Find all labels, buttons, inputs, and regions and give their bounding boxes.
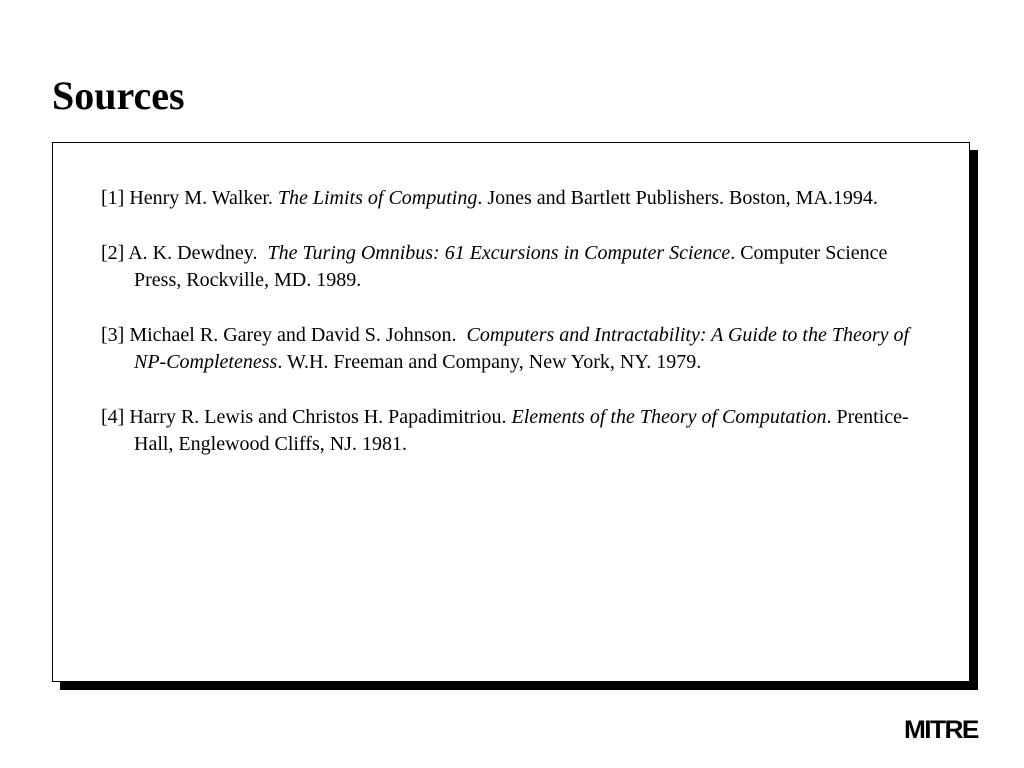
reference-list <box>101 185 931 486</box>
reference-label: [1] <box>101 187 125 209</box>
reference-details: . Computer Science Press, Rockville, MD. 1989. <box>134 242 888 291</box>
reference-item-4 <box>101 404 931 458</box>
reference-label: [3] <box>101 324 125 346</box>
reference-authors: Harry R. Lewis and Christos H. Papadimitriou. <box>129 406 507 428</box>
reference-authors: Michael R. Garey and David S. Johnson. <box>129 324 457 346</box>
reference-details: . W.H. Freeman and Company, New York, NY. 1979. <box>277 351 702 373</box>
reference-title: The Turing Omnibus: 61 Excursions in Computer Science <box>267 242 731 264</box>
references-box <box>52 142 970 682</box>
mitre-logo-text: MITRE <box>904 716 978 744</box>
reference-label: [2] <box>101 242 125 264</box>
reference-title: The Limits of Computing <box>277 187 478 209</box>
reference-item-1 <box>101 185 931 212</box>
reference-title: Elements of the Theory of Computation <box>511 406 827 428</box>
reference-label: [4] <box>101 406 125 428</box>
reference-item-3 <box>101 322 931 376</box>
reference-authors: A. K. Dewdney. <box>128 242 258 264</box>
reference-item-2 <box>101 240 931 294</box>
reference-authors: Henry M. Walker. <box>129 187 273 209</box>
slide-title: Sources <box>52 73 185 118</box>
reference-title: Computers and Intractability: A Guide to the Theory of NP-Completeness <box>134 324 910 373</box>
reference-details: . Jones and Bartlett Publishers. Boston, MA.1994. <box>477 187 878 209</box>
reference-details: . Prentice-Hall, Englewood Cliffs, NJ. 1981. <box>134 406 909 455</box>
mitre-logo <box>904 714 984 746</box>
